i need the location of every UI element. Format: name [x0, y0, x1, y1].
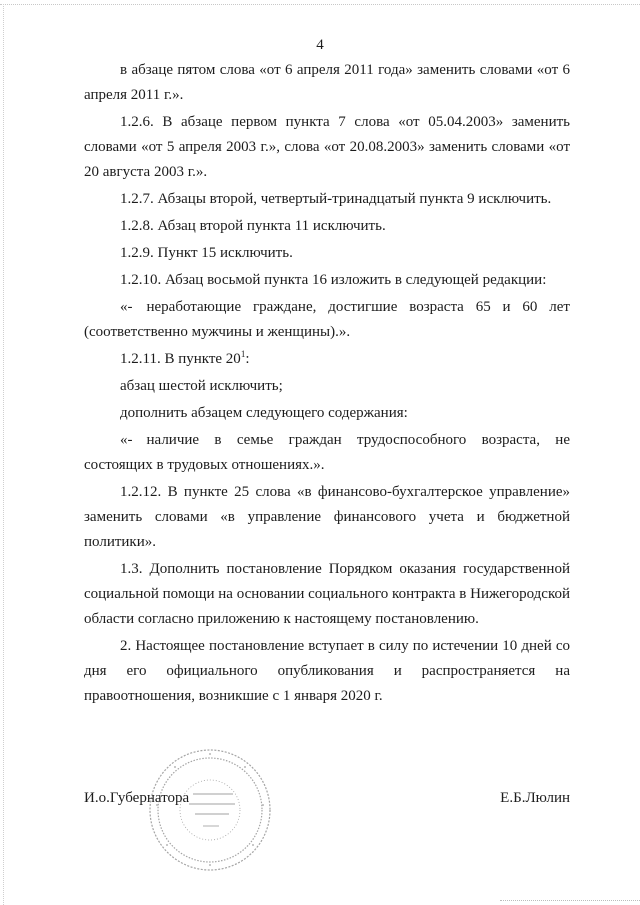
- item-1-2-11-tail: :: [245, 351, 250, 367]
- quote-2-mark: «-: [120, 432, 133, 448]
- paragraph-1-3: 1.3. Дополнить постановление Порядком оказания государственной социальной помощи на основании социального контракта в Нижегородской области согласно приложению к настоящему постановлению.: [84, 561, 570, 627]
- scan-border-top: [0, 4, 640, 5]
- page-number: 4: [316, 37, 324, 53]
- paragraph-1-2-10: 1.2.10. Абзац восьмой пункта 16 изложить в следующей редакции:: [120, 272, 547, 288]
- scan-border-left: [3, 4, 4, 905]
- quote-1: [84, 295, 570, 345]
- quote-1-mark: «-: [120, 299, 133, 315]
- signatory-title: И.о.Губернатора: [84, 790, 190, 806]
- quote-2-text: наличие в семье граждан трудоспособного возраста, не состоящих в трудовых отношениях.».: [84, 432, 570, 473]
- paragraph-1-2-9: 1.2.9. Пункт 15 исключить.: [120, 245, 293, 261]
- paragraph-intro: в абзаце пятом слова «от 6 апреля 2011 года» заменить словами «от 6 апреля 2011 г.».: [84, 62, 570, 103]
- paragraph-add-abzac: дополнить абзацем следующего содержания:: [120, 405, 408, 421]
- paragraph-1-2-6: 1.2.6. В абзаце первом пункта 7 слова «от 05.04.2003» заменить словами «от 5 апреля 2003 г.», слова «от 20.08.2003» заменить словами «от 20 августа 2003 г.».: [84, 114, 570, 180]
- item-1-2-11-sup: 1: [240, 349, 246, 359]
- paragraph-1-2-8: 1.2.8. Абзац второй пункта 11 исключить.: [120, 218, 386, 234]
- official-seal: [145, 745, 275, 875]
- paragraph-2: 2. Настоящее постановление вступает в силу по истечении 10 дней со дня его официального опубликования и распространяется на правоотношения, возникшие с 1 января 2020 г.: [84, 638, 570, 704]
- document-body: [84, 58, 570, 709]
- quote-1-text: неработающие граждане, достигшие возраста 65 и 60 лет (соответственно мужчины и женщины).».: [84, 299, 570, 340]
- quote-2: [84, 428, 570, 478]
- paragraph-delete-sixth: абзац шестой исключить;: [120, 378, 283, 394]
- paragraph-1-2-12: 1.2.12. В пункте 25 слова «в финансово-бухгалтерское управление» заменить словами «в управление финансового учета и бюджетной политики».: [84, 484, 570, 550]
- paragraph-1-2-11: [84, 347, 570, 372]
- item-1-2-11-text: 1.2.11. В пункте 20: [120, 351, 241, 367]
- paragraph-1-2-7: 1.2.7. Абзацы второй, четвертый-тринадцатый пункта 9 исключить.: [120, 191, 552, 207]
- scan-border-bottom: [500, 900, 640, 901]
- signatory-name: Е.Б.Люлин: [500, 790, 570, 806]
